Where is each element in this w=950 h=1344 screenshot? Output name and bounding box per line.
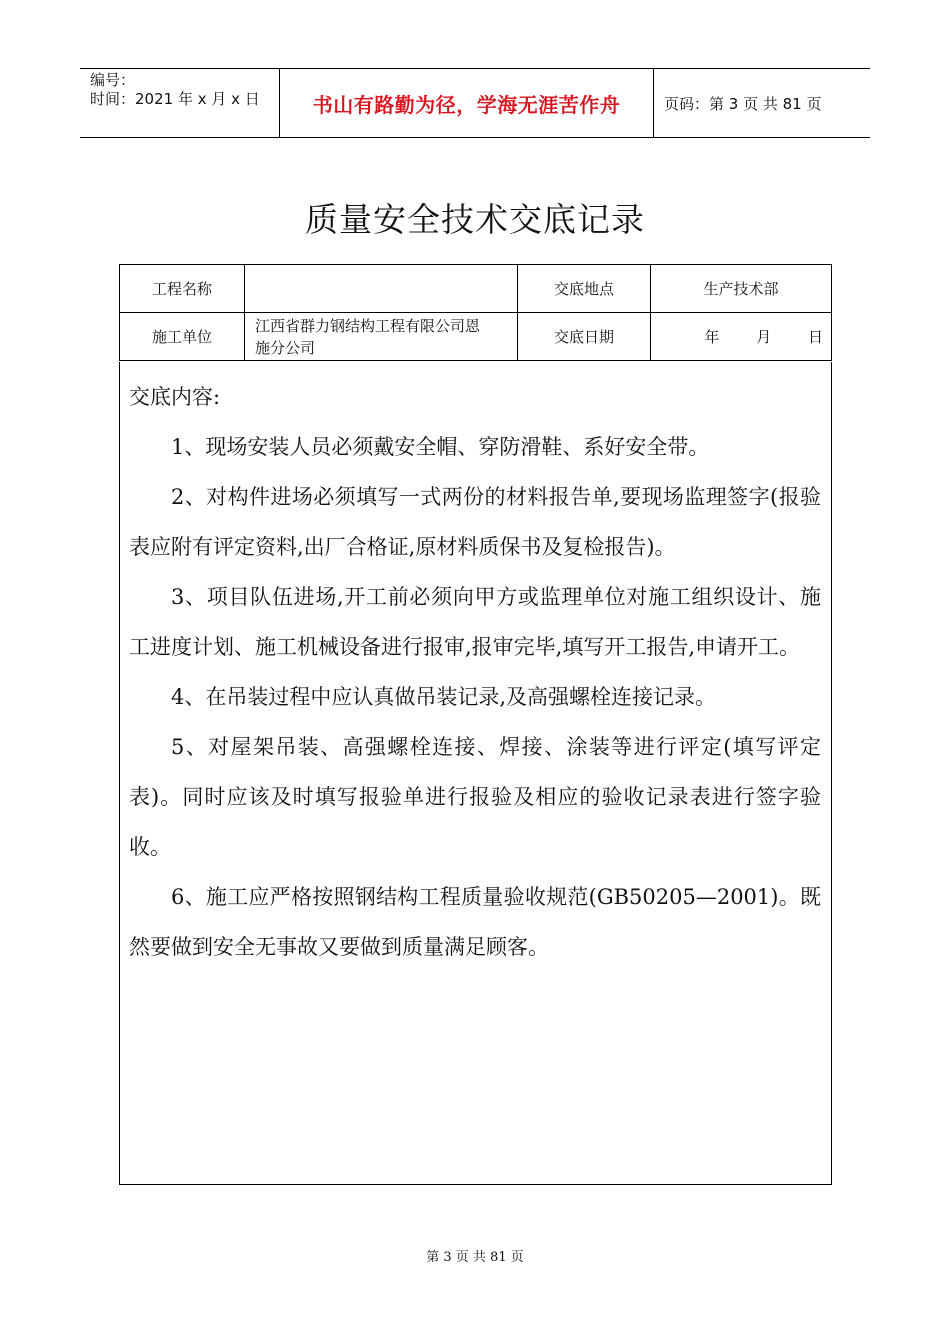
info-row-project — [120, 265, 832, 313]
info-table — [119, 264, 832, 361]
header-left — [80, 69, 280, 137]
time-label: 时间：2021 年 x 月 x 日 — [90, 90, 260, 108]
project-name-label: 工程名称 — [120, 265, 245, 313]
date-year: 年 — [704, 328, 720, 346]
header-motto: 书山有路勤为径，学海无涯苦作舟 — [280, 69, 654, 137]
content-item-6: 6、施工应严格按照钢结构工程质量验收规范(GB50205—2001)。既然要做到安全无事故又要做到质量满足顾客。 — [129, 885, 821, 959]
date-month: 月 — [756, 328, 772, 346]
content-box — [119, 362, 832, 1185]
content-item-3: 3、项目队伍进场,开工前必须向甲方或监理单位对施工组织设计、施工进度计划、施工机械设备进行报审,报审完毕,填写开工报告,申请开工。 — [129, 585, 821, 659]
location-value: 生产技术部 — [651, 265, 832, 313]
info-row-unit — [120, 313, 832, 361]
unit-label: 施工单位 — [120, 313, 245, 361]
location-label: 交底地点 — [518, 265, 651, 313]
number-label: 编号： — [90, 71, 136, 89]
unit-value: 江西省群力钢结构工程有限公司恩施分公司 — [245, 313, 518, 361]
date-value — [651, 313, 832, 361]
date-label: 交底日期 — [518, 313, 651, 361]
content-label: 交底内容: — [129, 385, 221, 409]
page-header — [80, 68, 870, 138]
header-page-info: 页码：第 3 页 共 81 页 — [664, 94, 822, 113]
content-item-1: 1、现场安装人员必须戴安全帽、穿防滑鞋、系好安全带。 — [171, 435, 710, 459]
page-footer: 第 3 页 共 81 页 — [426, 1250, 524, 1265]
date-day: 日 — [807, 328, 823, 346]
content-item-4: 4、在吊装过程中应认真做吊装记录,及高强螺栓连接记录。 — [171, 685, 717, 709]
project-name-value — [245, 265, 518, 313]
content-item-2: 2、对构件进场必须填写一式两份的材料报告单,要现场监理签字(报验表应附有评定资料,出厂合格证,原材料质保书及复检报告)。 — [129, 485, 821, 559]
content-item-5: 5、对屋架吊装、高强螺栓连接、焊接、涂装等进行评定(填写评定表)。同时应该及时填写报验单进行报验及相应的验收记录表进行签字验收。 — [129, 735, 821, 859]
document-title: 质量安全技术交底记录 — [305, 200, 645, 239]
